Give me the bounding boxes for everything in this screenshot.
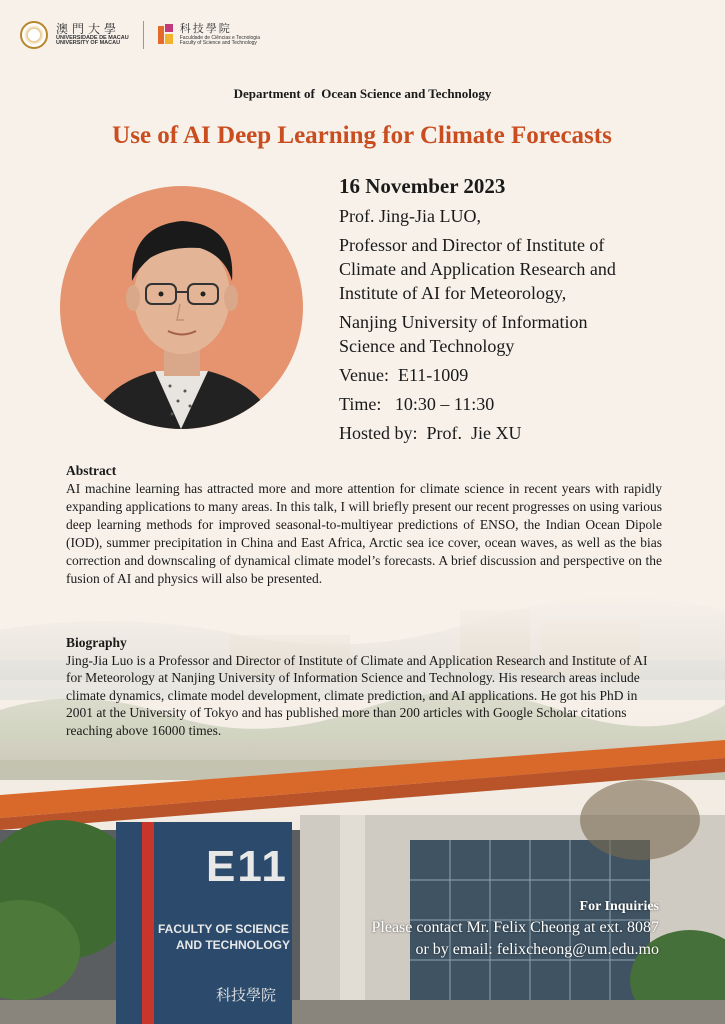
biography-section (66, 634, 662, 739)
biography-heading: Biography (66, 635, 127, 650)
department-name: Department of Ocean Science and Technology (233, 86, 492, 101)
fst-name-en: Faculty of Science and Technology (179, 40, 257, 47)
header-logos (20, 18, 260, 52)
building-sign-line1: FACULTY OF SCIENCE (158, 922, 289, 936)
event-host: Hosted by: Prof. Jie XU (339, 423, 522, 443)
um-name-cn: 澳門大學 (56, 21, 121, 36)
building-sign-cn: 科技學院 (216, 986, 277, 1004)
speaker-title-line1: Professor and Director of Institute of (339, 235, 605, 255)
event-date: 16 November 2023 (339, 174, 506, 198)
speaker-portrait (60, 186, 303, 429)
speaker-title-line3: Institute of AI for Meteorology, (339, 283, 567, 303)
speaker-title-line2: Climate and Application Research and (339, 259, 616, 279)
header-divider (143, 21, 144, 49)
inquiries-section (372, 897, 660, 961)
event-time: Time: 10:30 – 11:30 (339, 394, 495, 414)
um-name-pt: UNIVERSIDADE DE MACAU (56, 34, 129, 41)
speaker-affiliation-line2: Science and Technology (339, 336, 515, 356)
abstract-section (66, 462, 662, 588)
um-seal-icon (20, 21, 48, 49)
fst-logo-text (180, 23, 260, 46)
abstract-heading: Abstract (66, 463, 117, 478)
speaker-name: Prof. Jing-Jia LUO, (339, 206, 481, 226)
fst-name-pt: Faculdade de Ciências e Tecnologia (179, 34, 260, 41)
event-info (339, 172, 709, 445)
event-venue: Venue: E11-1009 (339, 365, 469, 385)
um-name-en: UNIVERSITY OF MACAU (56, 40, 121, 47)
inquiries-heading: For Inquiries (579, 899, 659, 914)
fst-logo-icon (158, 24, 174, 46)
fst-name-cn: 科技學院 (179, 23, 232, 36)
abstract-text: AI machine learning has attracted more and more attention for climate science in recent years with rapidly expanding applications to many areas. In this talk, I will briefly present our recent progresses on using various deep learning methods for improved seasonal-to-multiyear predictions of ENSO, the Indian Ocean Dipole (IOD), summer precipitation in China and East Africa, Arctic sea ice cover, ocean waves, as well as the bias correction and downscaling of dynamical climate model’s forecasts. A brief discussion and perspective on the fusion of AI and physics will also be presented. (66, 481, 662, 586)
building-sign-line2: AND TECHNOLOGY (176, 938, 290, 952)
building-code: E11 (206, 842, 288, 891)
inquiries-contact: Please contact Mr. Felix Cheong at ext. 8087 (371, 919, 659, 936)
building-sign (116, 822, 292, 1024)
talk-title: Use of AI Deep Learning for Climate Forecasts (112, 122, 612, 149)
speaker-affiliation-line1: Nanjing University of Information (339, 312, 588, 332)
biography-text: Jing-Jia Luo is a Professor and Director of Institute of Climate and Application Research and Institute of AI for Meteorology at Nanjing University of Information Science and Technology. His research areas include climate dynamics, climate model development, climate prediction, and AI applications. He got his PhD in 2001 at the University of Tokyo and has published more than 200 articles with Google Scholar citations reaching above 16000 times. (66, 652, 648, 738)
um-logo-text (56, 23, 129, 47)
inquiries-email: or by email: felixcheong@um.edu.mo (415, 941, 659, 958)
